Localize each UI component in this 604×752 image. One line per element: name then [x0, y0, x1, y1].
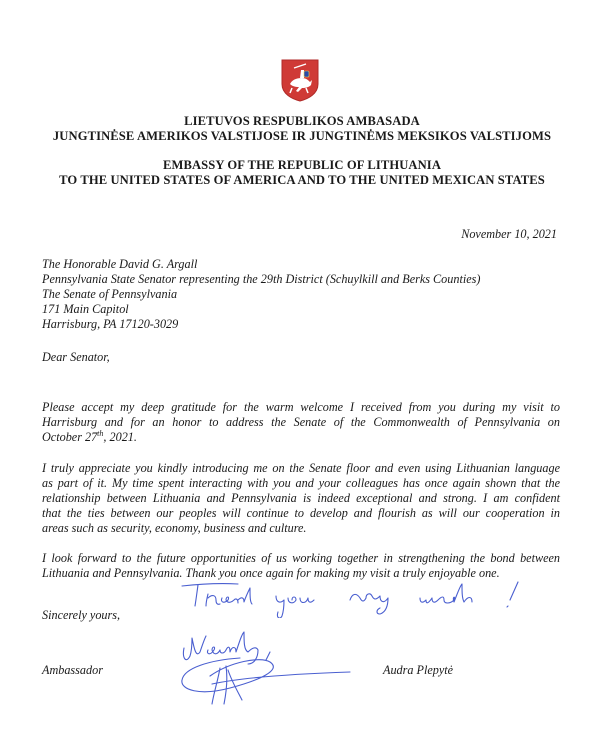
recipient-address1: 171 Main Capitol [42, 302, 129, 316]
p2-line5: areas such as security, economy, business and culture. [42, 521, 307, 535]
p2-line2: as part of it. My time spent interacting with you and your colleagues has once again shown that the [42, 476, 560, 490]
p2-line3: relationship between Lithuania and Pennsylvania is indeed exceptional and strong. I am confident [42, 491, 560, 505]
p1-line1: Please accept my deep gratitude for the warm welcome I received from you during my visit to [42, 400, 560, 414]
salutation: Dear Senator, [42, 350, 110, 364]
p2-line4: that the ties between our peoples will continue to develop and flourish as will our cooperation in [42, 506, 560, 520]
p1-line2: Harrisburg and for an honor to address the Senate of the Commonwealth of Pennsylvania on [42, 415, 560, 429]
paragraph-2 [42, 461, 560, 536]
handwritten-signature [170, 628, 370, 728]
recipient-address2: Harrisburg, PA 17120-3029 [42, 317, 179, 331]
letterhead-lt-line1: LIETUVOS RESPUBLIKOS AMBASADA [184, 114, 420, 128]
letterhead-lt-line2: JUNGTINĖSE AMERIKOS VALSTIJOSE IR JUNGTINĖMS MEKSIKOS VALSTIJOMS [52, 129, 552, 143]
p3-line1: I look forward to the future opportunities of us working together in strengthening the bond between [42, 551, 560, 565]
closing-text: Sincerely yours, [42, 608, 121, 622]
recipient-block [42, 257, 480, 332]
letterhead-en-line1: EMBASSY OF THE REPUBLIC OF LITHUANIA [162, 158, 442, 172]
letter-date: November 10, 2021 [461, 227, 557, 241]
p2-line1: I truly appreciate you kindly introducing me on the Senate floor and even using Lithuanian language [42, 461, 560, 475]
p3-line2: Lithuania and Pennsylvania. Thank you once again for making my visit a truly enjoyable one. [42, 566, 500, 580]
signature-name: Audra Plepytė [383, 663, 454, 677]
p1-line3: October 27th, 2021. [42, 428, 137, 444]
letterhead-en-line2: TO THE UNITED STATES OF AMERICA AND TO THE UNITED MEXICAN STATES [59, 173, 545, 187]
coat-of-arms-icon [280, 58, 320, 102]
recipient-org: The Senate of Pennsylvania [42, 287, 178, 301]
handwritten-thank-you-note [180, 578, 560, 618]
recipient-title: Pennsylvania State Senator representing the 29th District (Schuylkill and Berks Counties) [42, 272, 481, 286]
signature-role: Ambassador [42, 663, 103, 677]
paragraph-3 [42, 551, 560, 581]
recipient-name: The Honorable David G. Argall [42, 257, 198, 271]
paragraph-1 [42, 400, 560, 445]
